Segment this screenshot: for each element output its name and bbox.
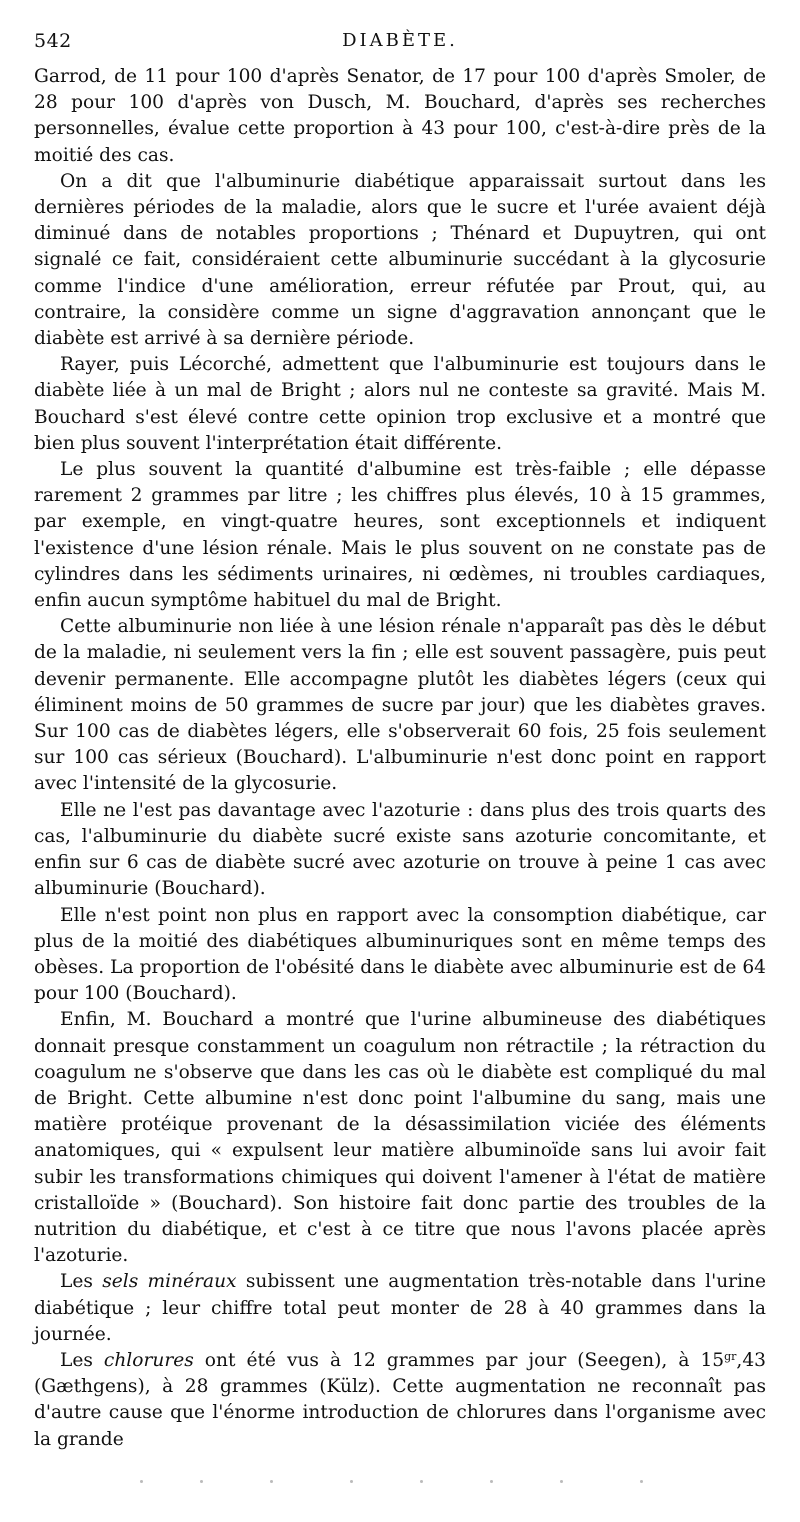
- scan-artifacts: [140, 1480, 660, 1486]
- paragraph-10-middle: ont été vus à 12 grammes par jour (Seegen), à 15: [193, 1349, 725, 1371]
- paragraph-1: Garrod, de 11 pour 100 d'après Senator, de 17 pour 100 d'après Smoler, de 28 pour 100 d'après von Dusch, M. Bouchard, d'après ses recherches personnelles, évalue cette proportion à 43 pour 100, c'est-à-dire près de la moitié des cas.: [34, 66, 766, 166]
- speck: [490, 1480, 493, 1483]
- paragraph-10: [34, 1348, 766, 1453]
- page-number: 542: [34, 30, 72, 52]
- unit-superscript: gr: [724, 1349, 737, 1363]
- term-sels-mineraux: sels minéraux: [102, 1271, 237, 1293]
- paragraph-10-rest: ,43 (Gæthgens), à 28 grammes (Külz). Cette augmentation ne reconnaît pas d'autre cause que l'énorme introduction de chlorures dans l'organisme avec la grande: [34, 1349, 766, 1450]
- paragraph-2: On a dit que l'albuminurie diabétique apparaissait surtout dans les dernières périodes de la maladie, alors que le sucre et l'urée avaient déjà diminué dans de notables proportions ; Thénard et Dupuytren, qui ont signalé ce fait, considéraient cette albuminurie succédant à la glycosurie comme l'indice d'une amélioration, erreur réfutée par Prout, qui, au contraire, la considère comme un signe d'aggravation annonçant que le diabète est arrivé à sa dernière période.: [34, 170, 766, 350]
- paragraph-3: Rayer, puis Lécorché, admettent que l'albuminurie est toujours dans le diabète liée à un mal de Bright ; alors nul ne conteste sa gravité. Mais M. Bouchard s'est élevé contre cette opinion trop exclusive et a montré que bien plus souvent l'interprétation était différente.: [34, 354, 766, 454]
- speck: [270, 1480, 273, 1483]
- page-header: [34, 30, 766, 60]
- paragraph-4: Le plus souvent la quantité d'albumine est très-faible ; elle dépasse rarement 2 grammes par litre ; les chiffres plus élevés, 10 à 15 grammes, par exemple, en vingt-quatre heures, sont exceptionnels et indiquent l'existence d'une lésion rénale. Mais le plus souvent on ne constate pas de cylindres dans les sédiments urinaires, ni œdèmes, ni troubles cardiaques, enfin aucun symptôme habituel du mal de Bright.: [34, 459, 766, 612]
- paragraph-7: Elle n'est point non plus en rapport avec la consomption diabétique, car plus de la moitié des diabétiques albuminuriques sont en même temps des obèses. La proportion de l'obésité dans le diabète avec albuminurie est de 64 pour 100 (Bouchard).: [34, 904, 766, 1005]
- speck: [640, 1480, 643, 1483]
- paragraph-6: Elle ne l'est pas davantage avec l'azoturie : dans plus des trois quarts des cas, l'albuminurie du diabète sucré existe sans azoturie concomitante, et enfin sur 6 cas de diabète sucré avec azoturie on trouve à peine 1 cas avec albuminurie (Bouchard).: [34, 799, 766, 900]
- paragraph-9-rest: subissent une augmentation très-notable dans l'urine diabétique ; leur chiffre total peut monter de 28 à 40 grammes dans la journée.: [34, 1271, 766, 1345]
- running-title: DIABÈTE.: [342, 30, 458, 51]
- speck: [200, 1480, 203, 1483]
- term-chlorures: chlorures: [103, 1349, 194, 1371]
- paragraph-10-start: Les: [60, 1349, 104, 1371]
- paragraph-9: [34, 1269, 766, 1348]
- body-text: [34, 64, 766, 1453]
- speck: [560, 1480, 563, 1483]
- paragraph-5: Cette albuminurie non liée à une lésion rénale n'apparaît pas dès le début de la maladie, ni seulement vers la fin ; elle est souvent passagère, puis peut devenir permanente. Elle accompagne plutôt les diabètes légers (ceux qui éliminent moins de 50 grammes de sucre par jour) que les diabètes graves. Sur 100 cas de diabètes légers, elle s'observerait 60 fois, 25 fois seulement sur 100 cas sérieux (Bouchard). L'albuminurie n'est donc point en rapport avec l'intensité de la glycosurie.: [34, 616, 766, 795]
- speck: [140, 1480, 143, 1483]
- speck: [350, 1480, 353, 1483]
- paragraph-9-start: Les: [60, 1271, 103, 1293]
- speck: [420, 1480, 423, 1483]
- paragraph-8: Enfin, M. Bouchard a montré que l'urine albumineuse des diabétiques donnait presque constamment un coagulum non rétractile ; la rétraction du coagulum ne s'observe que dans les cas où le diabète est compliqué du mal de Bright. Cette albumine n'est donc point l'albumine du sang, mais une matière protéique provenant de la désassimilation viciée des éléments anatomiques, qui « expulsent leur matière albuminoïde sans lui avoir fait subir les transformations chimiques qui doivent l'amener à l'état de matière cristalloïde » (Bouchard). Son histoire fait donc partie des troubles de la nutrition du diabétique, et c'est à ce titre que nous l'avons placée après l'azoturie.: [34, 1009, 766, 1267]
